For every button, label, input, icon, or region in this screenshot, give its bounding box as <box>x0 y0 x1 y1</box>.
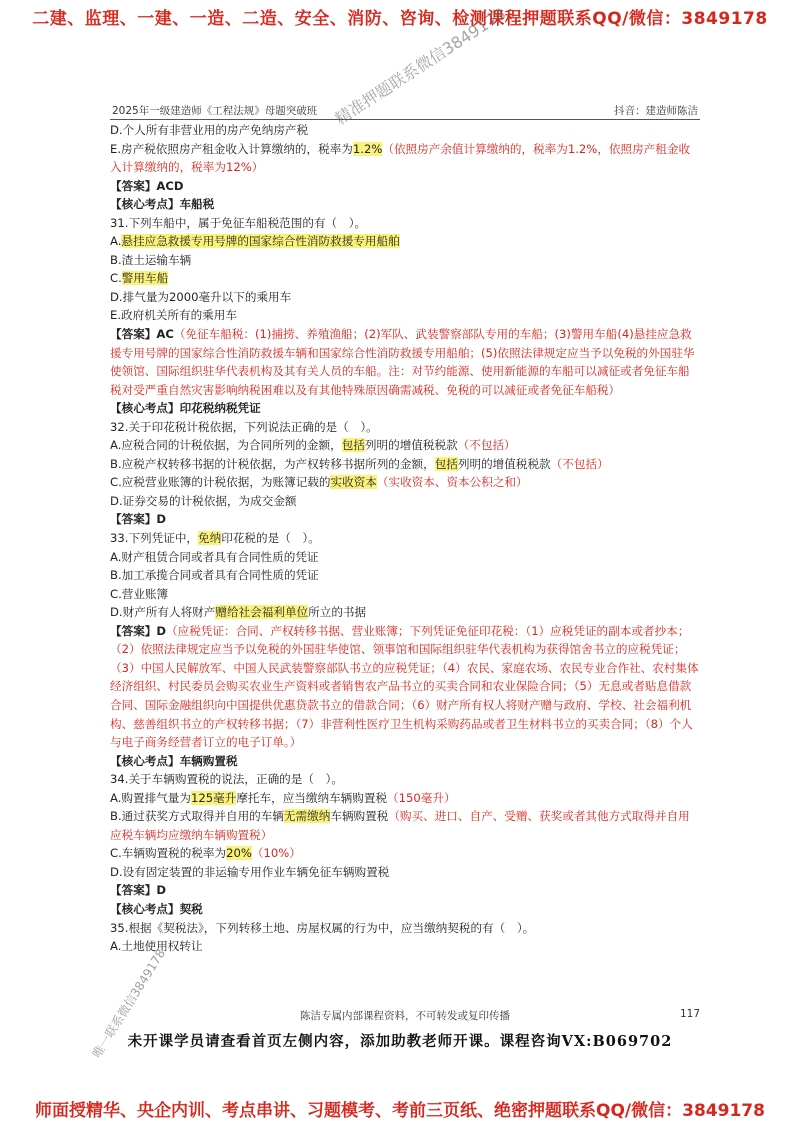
q33-option-c: C.营业账簿 <box>110 586 169 601</box>
correction-note: （10%） <box>251 846 301 861</box>
q32-option-a: A.应税合同的计税依据，为合同所列的金额，包括列明的增值税税款（不包括） <box>110 438 516 453</box>
highlight: 实收资本 <box>330 475 377 490</box>
q35-stem: 35.根据《契税法》，下列转移土地、房屋权属的行为中，应当缴纳契税的有（ ）。 <box>110 920 535 935</box>
correction-note: （实收资本、资本公积之和） <box>376 475 528 490</box>
q35-option-a: A.土地使用权转让 <box>110 939 203 954</box>
core-point-vehicle-purchase-tax: 【核心考点】车辆购置税 <box>110 753 238 768</box>
consultation-notice: 未开课学员请查看首页左侧内容，添加助教老师开课。课程咨询VX:B069702 <box>127 1033 673 1050</box>
q32-option-b: B.应税产权转移书据的计税依据，为产权转移书据所列的金额，包括列明的增值税税款（不包括） <box>110 456 609 471</box>
q34-option-a: A.购置排气量为125毫升摩托车，应当缴纳车辆购置税（150毫升） <box>110 790 456 805</box>
q31-option-b: B.渣土运输车辆 <box>110 252 192 267</box>
q34-answer: 【答案】D <box>110 883 166 898</box>
highlight: 无需缴纳 <box>283 809 331 824</box>
bottom-banner: 师面授精华、央企内训、考点串讲、习题模考、考前三页纸、绝密押题联系QQ/微信：3849178 <box>35 1101 765 1121</box>
q30-option-e: E.房产税依照房产租金收入计算缴纳的，税率为1.2%（依照房产余值计算缴纳的，税率为1.2%，依照房产租金收入计算缴纳的，税率为12%） <box>110 141 691 175</box>
q33-option-b: B.加工承揽合同或者具有合同性质的凭证 <box>110 568 319 583</box>
highlight: 免纳 <box>198 531 222 546</box>
top-banner: 二建、监理、一建、一造、二造、安全、消防、咨询、检测课程押题联系QQ/微信：3849178 <box>32 9 768 29</box>
document-header <box>110 100 700 120</box>
q34-option-b: B.通过获奖方式取得并自用的车辆无需缴纳车辆购置税（购买、进口、自产、受赠、获奖或者其他方式取得并自用应税车辆均应缴纳车辆购置税） <box>110 809 690 842</box>
q32-option-c: C.应税营业账簿的计税依据，为账簿记载的实收资本（实收资本、资本公积之和） <box>110 475 528 490</box>
q33-option-d: D.财产所有人将财产赠给社会福利单位所立的书据 <box>110 605 367 620</box>
highlight: 包括 <box>434 456 458 471</box>
q33-answer: 【答案】D（应税凭证：合同、产权转移书据、营业账簿；下列凭证免征印花税：（1）应税凭证的副本或者抄本；（2）依照法律规定应当予以免税的外国驻华使馆、领事馆和国际组织驻华代表机构为获得馆舍书立的应税凭证；（3）中国人民解放军、中国人民武装警察部队书立的应税凭证；（4）农民、家庭农场、农民专业合作社、农村集体经济组织、村民委员会购买农业生产资料或者销售农产品书立的买卖合同和农业保险合同；（5）无息或者贴息借款合同、国际金融组织向中国提供优惠贷款书立的借款合同；（6）财产所有权人将财产赠与政府、学校、社会福利机构、慈善组织书立的产权转移书据；（7）非营利性医疗卫生机构采购药品或者卫生材料书立的买卖合同；（8）个人与电子商务经营者订立的电子订单。） <box>110 623 699 750</box>
q34-option-c: C.车辆购置税的税率为20%（10%） <box>110 846 301 861</box>
page-number: 117 <box>679 1008 700 1020</box>
page-footer <box>110 1006 700 1026</box>
highlight: 125毫升 <box>190 790 237 805</box>
highlight: 包括 <box>341 438 365 453</box>
q31-option-c: C.警用车船 <box>110 271 169 286</box>
core-point-stamp-tax: 【核心考点】印花税纳税凭证 <box>110 401 261 416</box>
q34-option-d: D.设有固定装置的非运输专用作业车辆免征车辆购置税 <box>110 864 390 879</box>
diagonal-watermark: 精准押题联系微信3849178 <box>331 3 510 129</box>
core-point-vessel-tax: 【核心考点】车船税 <box>110 197 215 212</box>
core-point-deed-tax: 【核心考点】契税 <box>110 901 203 916</box>
corner-watermark: 唯一联系微信3849178 <box>89 946 169 1061</box>
q30-option-d: D.个人所有非营业用的房产免纳房产税 <box>110 123 309 137</box>
highlight: 20% <box>226 846 252 861</box>
highlight: 警用车船 <box>121 271 169 286</box>
course-title: 2025年一级建造师《工程法规》母题突破班 <box>112 105 318 117</box>
highlight: 悬挂应急救援专用号牌的国家综合性消防救援专用船舶 <box>121 234 400 249</box>
q32-option-d: D.证券交易的计税依据，为成交金额 <box>110 493 297 508</box>
answer-explanation: （应税凭证：合同、产权转移书据、营业账簿；下列凭证免征印花税：（1）应税凭证的副本或者抄本；（2）依照法律规定应当予以免税的外国驻华使馆、领事馆和国际组织驻华代表机构为获得馆舍书立的应税凭证；（3）中国人民解放军、中国人民武装警察部队书立的应税凭证；（4）农民、家庭农场、农民专业合作社、农村集体经济组织、村民委员会购买农业生产资料或者销售农产品书立的买卖合同和农业保险合同；（5）无息或者贴息借款合同、国际金融组织向中国提供优惠贷款书立的借款合同；（6）财产所有权人将财产赠与政府、学校、社会福利机构、慈善组织书立的产权转移书据；（7）非营利性医疗卫生机构采购药品或者卫生材料书立的买卖合同；（8）个人与电子商务经营者订立的电子订单。） <box>110 623 699 750</box>
q31-answer: 【答案】AC（免征车船税：(1)捕捞、养殖渔船；(2)军队、武装警察部队专用的车船；(3)警用车船(4)悬挂应急救援专用号牌的国家综合性消防救援车辆和国家综合性消防救援专用船舶；(5)依照法律规定应当予以免税的外国驻华使领馆、国际组织驻华代表机构及其有关人员的车船。注：对节约能源、使用新能源的车船可以减征或者免征车船税对受严重自然灾害影响纳税困难以及有其他特殊原因确需减税、免税的可以减征或者免征车船税） <box>110 327 695 397</box>
q33-stem: 33.下列凭证中，免纳印花税的是（ ）。 <box>110 531 320 546</box>
q31-stem: 31.下列车船中，属于免征车船税范围的有（ ）。 <box>110 215 367 230</box>
footer-disclaimer: 陈洁专属内部课程资料，不可转发或复印传播 <box>300 1010 510 1022</box>
q34-stem: 34.关于车辆购置税的说法，正确的是（ ）。 <box>110 772 343 787</box>
q31-option-e: E.政府机关所有的乘用车 <box>110 308 237 323</box>
correction-note: （150毫升） <box>387 790 456 805</box>
answer-explanation: （免征车船税：(1)捕捞、养殖渔船；(2)军队、武装警察部队专用的车船；(3)警用车船(4)悬挂应急救援专用号牌的国家综合性消防救援车辆和国家综合性消防救援专用船舶；(5)依照法律规定应当予以免税的外国驻华使领馆、国际组织驻华代表机构及其有关人员的车船。注：对节约能源、使用新能源的车船可以减征或者免征车船税对受严重自然灾害影响纳税困难以及有其他特殊原因确需减税、免税的可以减征或者免征车船税） <box>110 327 695 397</box>
q32-answer: 【答案】D <box>110 512 166 527</box>
correction-note: （购买、进口、自产、受赠、获奖或者其他方式取得并自用应税车辆均应缴纳车辆购置税） <box>110 809 690 842</box>
q33-option-a: A.财产租赁合同或者具有合同性质的凭证 <box>110 549 319 564</box>
q31-option-d: D.排气量为2000毫升以下的乘用车 <box>110 289 292 304</box>
correction-note: （不包括） <box>550 456 609 471</box>
highlight: 1.2% <box>352 141 383 156</box>
q30-answer: 【答案】ACD <box>110 178 184 193</box>
q31-option-a: A.悬挂应急救援专用号牌的国家综合性消防救援专用船舶 <box>110 234 400 249</box>
highlight: 赠给社会福利单位 <box>215 605 309 620</box>
page-content <box>110 121 700 956</box>
correction-note: （依照房产余值计算缴纳的，税率为1.2%，依照房产租金收入计算缴纳的，税率为12%） <box>110 141 691 175</box>
author-handle: 抖音：建造师陈洁 <box>614 105 698 117</box>
q32-stem: 32.关于印花税计税依据，下列说法正确的是（ ）。 <box>110 419 378 434</box>
correction-note: （不包括） <box>457 438 516 453</box>
